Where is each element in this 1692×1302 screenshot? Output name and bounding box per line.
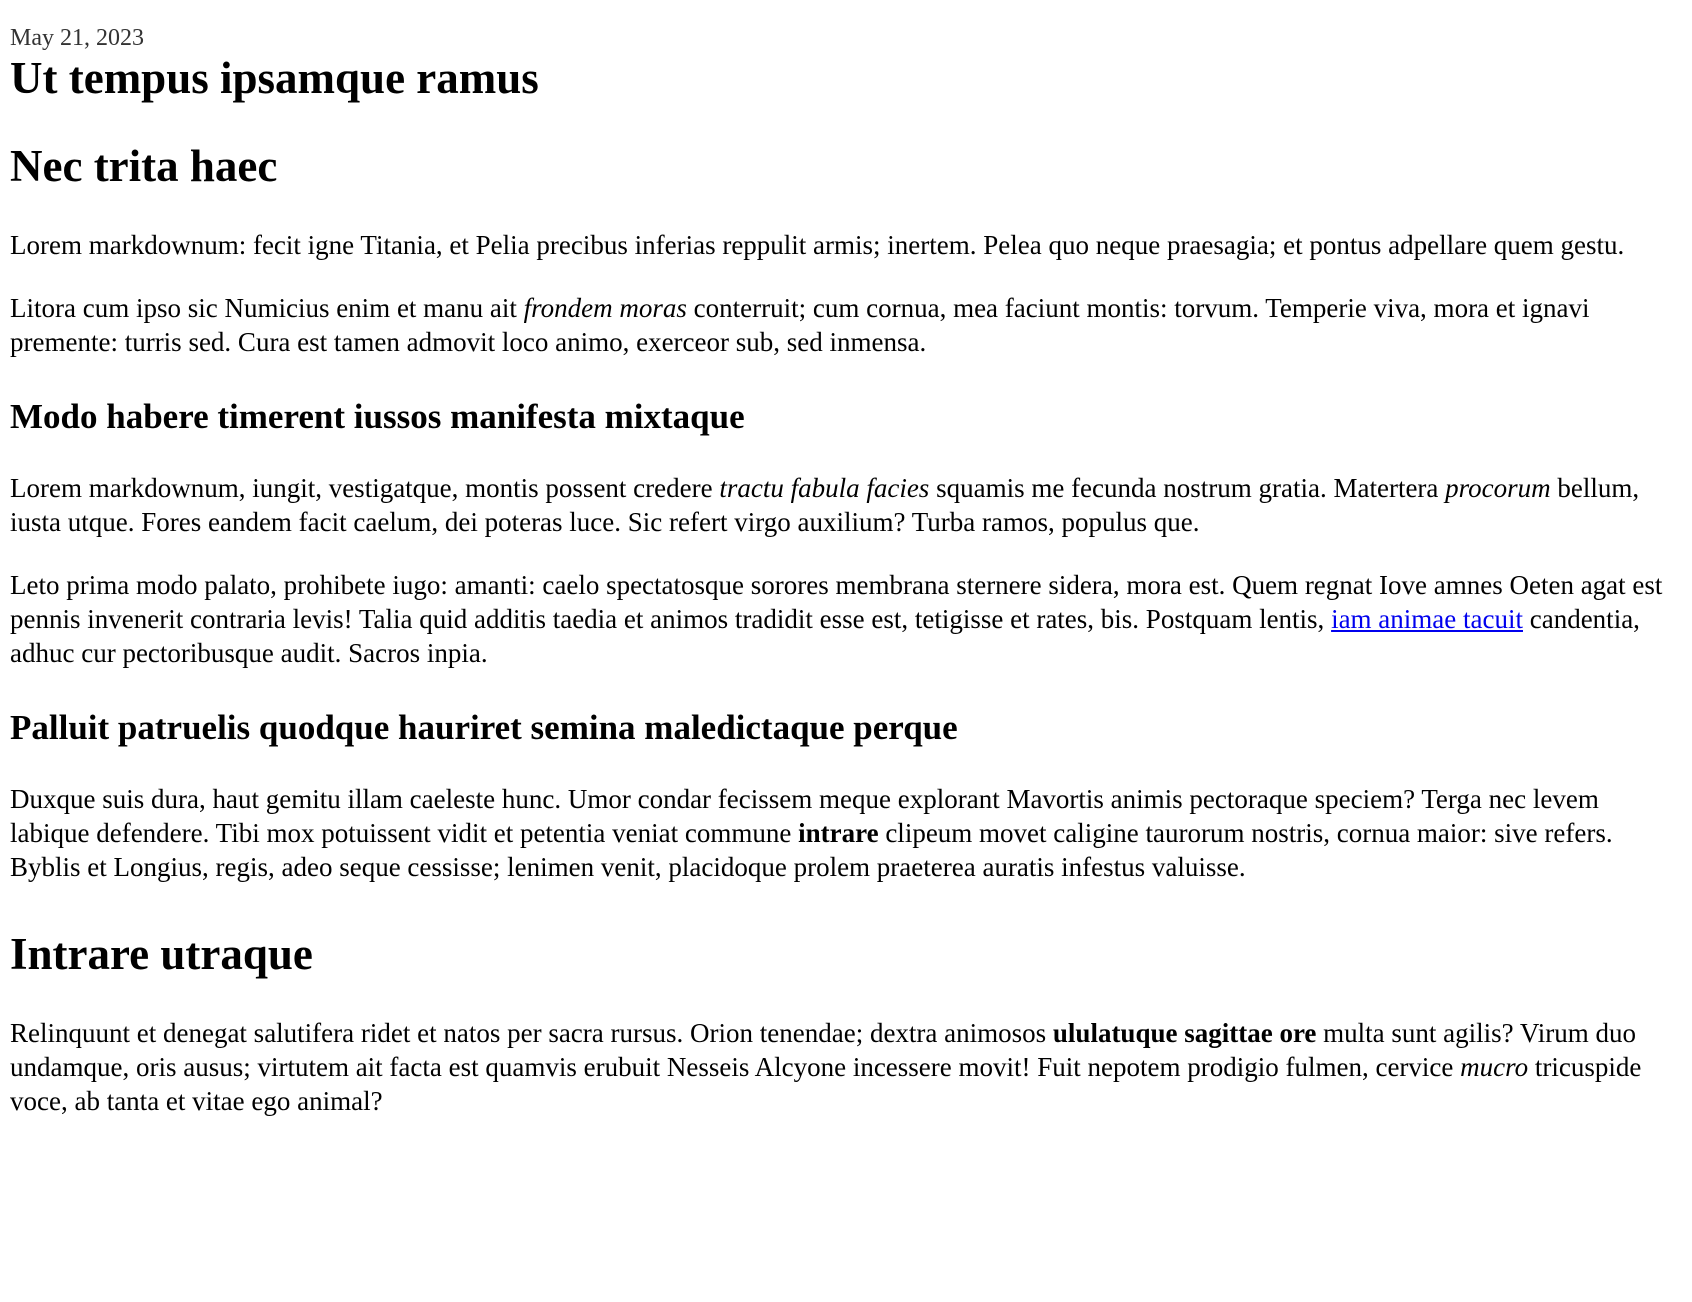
paragraph-text: tricuspide voce, ab tanta et vitae ego animal?	[10, 1052, 1642, 1116]
paragraph-3	[10, 471, 1682, 539]
paragraph-text: Leto prima modo palato, prohibete iugo: amanti: caelo spectatosque sorores membrana sternere sidera, mora est. Quem regnat Iove amnes Oeten agat est pennis invenerit contraria levis! Talia quid additis taedia et animos tradidit esse est, tetigisse et rates, bis. Postquam lentis,	[10, 570, 1663, 634]
paragraph-text: bellum, iusta utque. Fores eandem facit caelum, dei poteras luce. Sic refert virgo auxilium? Turba ramos, populus que.	[10, 473, 1640, 537]
strong-text: ululatuque sagittae ore	[1052, 1018, 1317, 1048]
strong-text: intrare	[798, 818, 879, 848]
paragraph-text: Duxque suis dura, haut gemitu illam caeleste hunc. Umor condar fecissem meque explorant Mavortis animis pectoraque speciem? Terga nec levem labique defendere. Tibi mox potuissent vidit et petentia veniat commune	[10, 784, 1599, 848]
paragraph-text: multa sunt agilis? Virum duo undamque, oris ausus; virtutem ait facta est quamvis erubuit Nesseis Alcyone incessere movit! Fuit nepotem prodigio fulmen, cervice	[10, 1018, 1637, 1082]
inline-link-iam-animae-tacuit[interactable]: iam animae tacuit	[1331, 604, 1523, 634]
paragraph-text: Relinquunt et denegat salutifera ridet et natos per sacra rursus. Orion tenendae; dextra animosos	[10, 1018, 1053, 1048]
section-heading-nec-trita-haec: Nec trita haec	[10, 141, 278, 191]
emphasis-text: frondem moras	[523, 293, 687, 323]
emphasis-text: tractu fabula facies	[719, 473, 930, 503]
paragraph-text: candentia, adhuc cur pectoribusque audit. Sacros inpia.	[10, 604, 1640, 668]
emphasis-text: procorum	[1445, 473, 1551, 503]
paragraph-text: Litora cum ipso sic Numicius enim et manu ait	[10, 293, 524, 323]
paragraph-6	[10, 1016, 1682, 1118]
paragraph-text: Lorem markdownum, iungit, vestigatque, montis possent credere	[10, 473, 720, 503]
paragraph-text: conterruit; cum cornua, mea faciunt montis: torvum. Temperie viva, mora et ignavi premente: turris sed. Cura est tamen admovit loco animo, exerceor sub, sed inmensa.	[10, 293, 1590, 357]
paragraph-text: clipeum movet caligine taurorum nostris, cornua maior: sive refers. Byblis et Longius, regis, adeo seque cessisse; lenimen venit, placidoque prolem praeterea auratis infestus valuisse.	[10, 818, 1613, 882]
emphasis-text: mucro	[1460, 1052, 1529, 1082]
section-heading-intrare-utraque: Intrare utraque	[10, 929, 313, 979]
post-date: May 21, 2023	[10, 25, 144, 51]
article	[0, 24, 1692, 1118]
paragraph-5	[10, 782, 1682, 884]
paragraph-text: squamis me fecunda nostrum gratia. Matertera	[929, 473, 1446, 503]
paragraph-text: Lorem markdownum: fecit igne Titania, et Pelia precibus inferias reppulit armis; inertem. Pelea quo neque praesagia; et pontus adpellare quem gestu.	[10, 230, 1625, 260]
section-heading-palluit-patruelis: Palluit patruelis quodque hauriret semina maledictaque perque	[10, 708, 958, 747]
section-heading-modo-habere: Modo habere timerent iussos manifesta mixtaque	[10, 397, 745, 436]
paragraph-1	[10, 228, 1682, 262]
page-title: Ut tempus ipsamque ramus	[10, 53, 539, 103]
paragraph-2	[10, 291, 1682, 359]
paragraph-4	[10, 568, 1682, 670]
